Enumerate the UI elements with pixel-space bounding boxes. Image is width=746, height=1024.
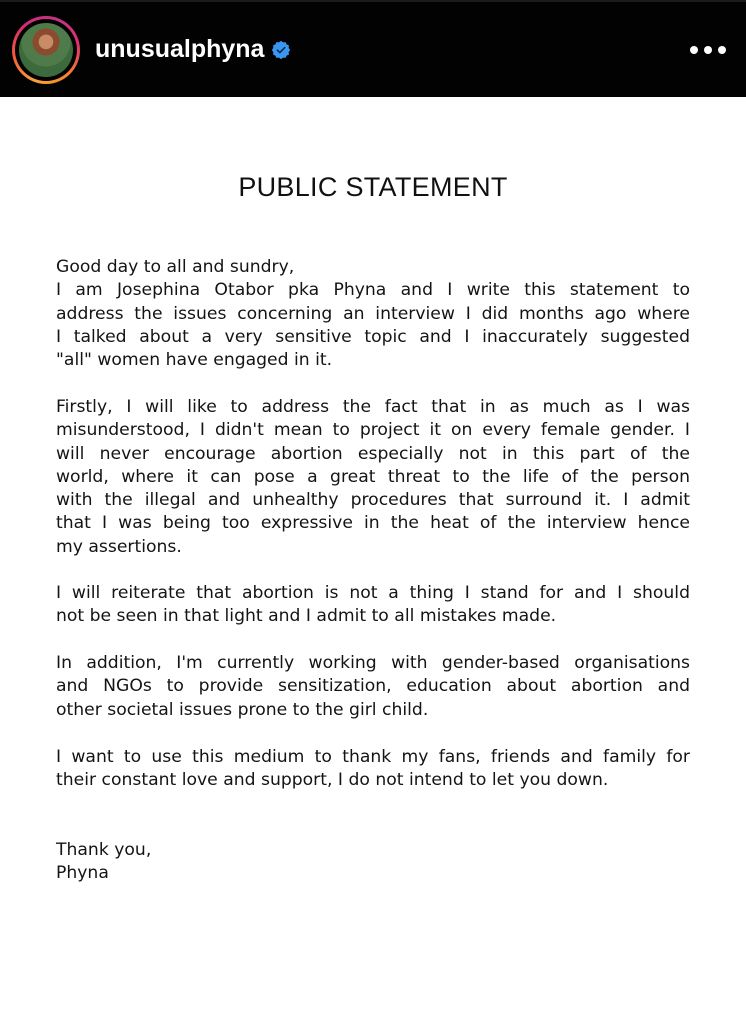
more-dot-icon: [704, 46, 712, 54]
statement-title: PUBLIC STATEMENT: [238, 172, 508, 202]
text-line: I will reiterate that abortion is not a thing I stand for and I should: [56, 583, 690, 603]
more-dot-icon: [718, 46, 726, 54]
verified-badge-icon: [272, 41, 290, 59]
post-header: [0, 0, 746, 97]
text-line: I talked about a very sensitive topic and I inaccurately suggested: [56, 326, 690, 347]
paragraph-addition: [56, 652, 690, 722]
more-options-button[interactable]: [690, 45, 726, 55]
text-line: their constant love and support, I do not intend to let you down.: [56, 770, 609, 791]
text-line: my assertions.: [56, 536, 182, 557]
username-link[interactable]: unusualphyna: [95, 35, 265, 63]
paragraph-thanks: [56, 746, 690, 793]
text-line: not be seen in that light and I admit to all mistakes made.: [56, 606, 557, 627]
text-line: will never encourage abortion especially not in this part of the: [56, 443, 690, 464]
text-line: Thank you,: [56, 840, 152, 860]
text-line: address the issues concerning an interview I did months ago where: [56, 303, 690, 324]
more-dot-icon: [690, 46, 698, 54]
paragraph-greeting: [56, 256, 690, 372]
paragraph-reiteration: [56, 582, 690, 629]
text-line: I am Josephina Otabor pka Phyna and I write this statement to: [56, 280, 690, 301]
text-line: world, where it can pose a great threat to the life of the person: [56, 466, 690, 487]
paragraph-clarification: [56, 396, 690, 559]
signature: [56, 839, 690, 886]
text-line: other societal issues prone to the girl child.: [56, 699, 429, 720]
avatar-story-ring[interactable]: [12, 16, 80, 84]
text-line: that I was being too expressive in the heat of the interview hence: [56, 513, 690, 534]
text-line: I want to use this medium to thank my fans, friends and family for: [56, 747, 690, 767]
text-line: "all" women have engaged in it.: [56, 350, 333, 371]
avatar[interactable]: [19, 23, 73, 77]
text-line: In addition, I'm currently working with gender-based organisations: [56, 653, 690, 673]
text-line: Phyna: [56, 863, 109, 884]
text-line: Good day to all and sundry,: [56, 257, 295, 277]
avatar-border: [15, 19, 77, 81]
statement-image: [0, 97, 746, 1024]
text-line: with the illegal and unhealthy procedures that surround it. I admit: [56, 490, 690, 511]
text-line: Firstly, I will like to address the fact that in as much as I was: [56, 397, 690, 417]
text-line: misunderstood, I didn't mean to project it on every female gender. I: [56, 420, 690, 441]
text-line: and NGOs to provide sensitization, education about abortion and: [56, 676, 690, 697]
